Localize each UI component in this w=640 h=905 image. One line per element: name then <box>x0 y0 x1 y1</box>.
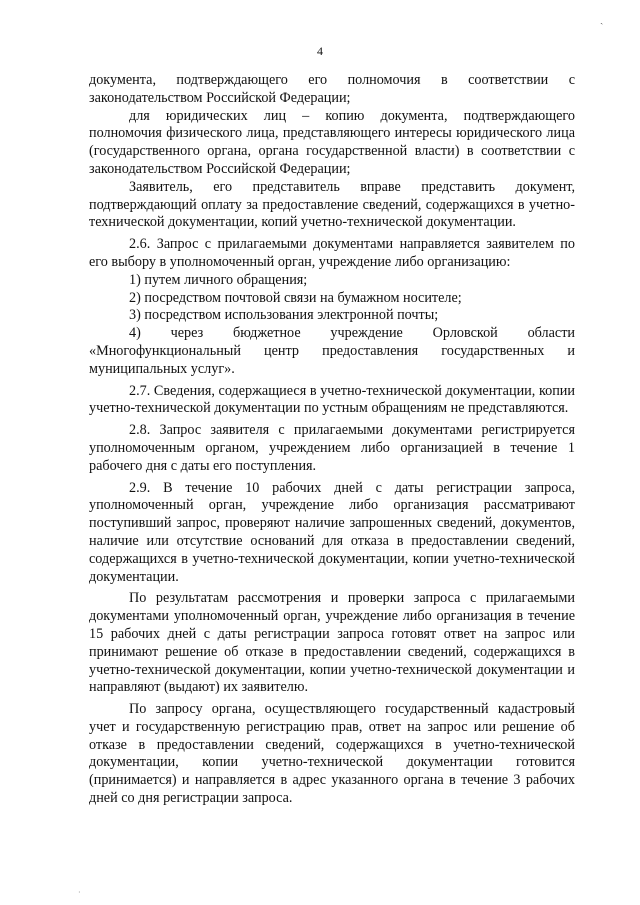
paragraph-cadastral: По запросу органа, осуществляющего государственный кадастровый учет и государственную регистрацию прав, ответ на запрос или решение об отказе в предоставлении сведений, содержащихся в учетно-технической документации, копии учетно-технической документации готовится (принимается) и направляется в адрес указанного органа в течение 3 рабочих дней со дня регистрации запроса. <box>89 701 575 807</box>
scan-dot-mark: · <box>78 888 81 897</box>
page-number: 4 <box>317 44 323 58</box>
paragraph-2-6: 2.6. Запрос с прилагаемыми документами направляется заявителем по его выбору в уполномоченный орган, учреждение либо организацию: <box>89 236 575 270</box>
paragraph-2: для юридических лиц – копию документа, подтверждающего полномочия физического лица, представляющего интересы юридического лица (государственного органа, органа государственной власти) в соответствии с законодательством Российской Федерации; <box>89 107 575 177</box>
paragraph-2-7: 2.7. Сведения, содержащиеся в учетно-технической документации, копии учетно-технической документации по устным обращениям не представляются. <box>89 382 575 417</box>
paragraph-results: По результатам рассмотрения и проверки запроса с прилагаемыми документами уполномоченный орган, учреждение либо организация в течение 15 рабочих дней с даты регистрации запроса готовят ответ на запрос или принимают решение об отказе в предоставлении сведений, содержащихся в учетно-технической документации, копии учетно-технической документации и направляют (выдают) их заявителю. <box>89 590 575 696</box>
list-item-4: 4) через бюджетное учреждение Орловской области «Многофункциональный центр предоставления государственных и муниципальных услуг». <box>89 325 575 377</box>
paragraph-2-8: 2.8. Запрос заявителя с прилагаемыми документами регистрируется уполномоченным органом, учреждением либо организацией в течение 1 рабочего дня с даты его поступления. <box>89 422 575 474</box>
document-body <box>89 72 575 808</box>
scan-corner-mark: ˎ <box>600 14 604 25</box>
paragraph-1: документа, подтверждающего его полномочия в соответствии с законодательством Российской Федерации; <box>89 72 575 106</box>
list-item-2: 2) посредством почтовой связи на бумажном носителе; <box>129 289 462 306</box>
list-item-1: 1) путем личного обращения; <box>129 271 308 288</box>
paragraph-3: Заявитель, его представитель вправе представить документ, подтверждающий оплату за предоставление сведений, содержащихся в учетно-технической документации, копий учетно-технической документации. <box>89 178 575 231</box>
paragraph-2-9: 2.9. В течение 10 рабочих дней с даты регистрации запроса, уполномоченный орган, учреждение либо организация рассматривают поступивший запрос, проверяют наличие запрошенных сведений, документов, наличие или отсутствие оснований для отказа в предоставлении сведений, содержащихся в учетно-технической документации, копии учетно-технической документации. <box>89 479 575 585</box>
list-item-3: 3) посредством использования электронной почты; <box>129 307 439 324</box>
